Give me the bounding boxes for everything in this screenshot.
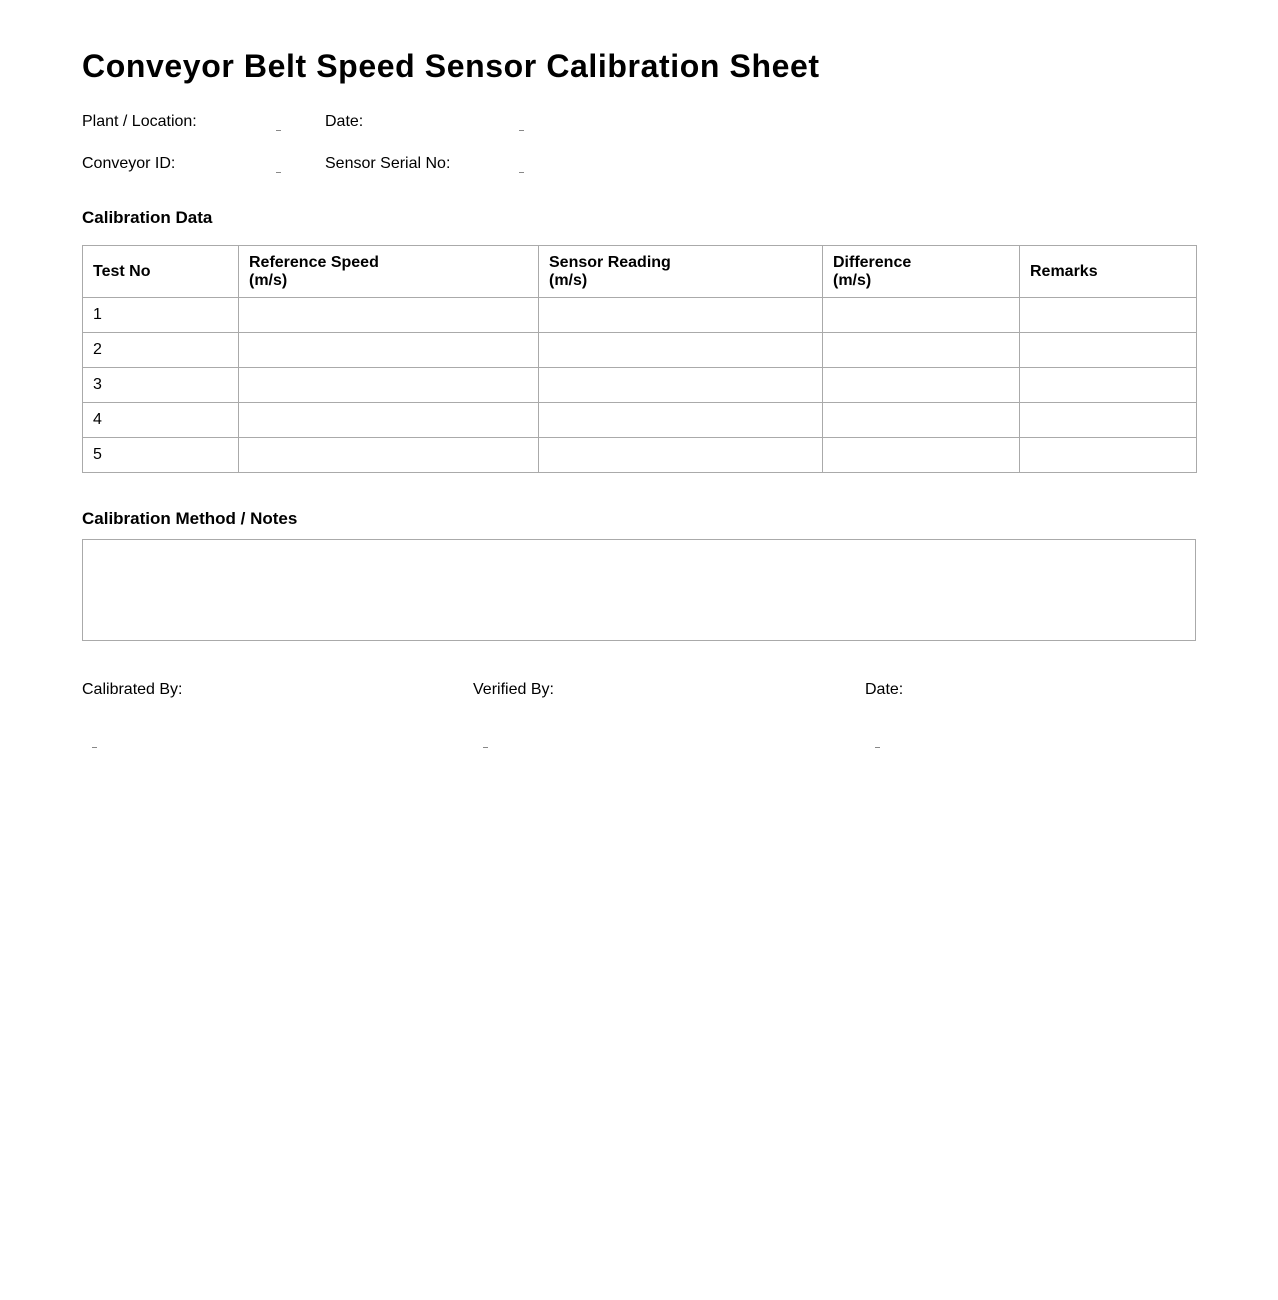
page-title: Conveyor Belt Speed Sensor Calibration Sheet (82, 48, 820, 84)
column-header-difference: Difference (m/s) (823, 246, 1020, 298)
date-label: Date: (325, 113, 364, 130)
table-row (83, 403, 1197, 438)
plant-location-label: Plant / Location: (82, 113, 197, 130)
column-header-remarks: Remarks (1020, 246, 1197, 298)
verified-by-label: Verified By: (473, 681, 554, 698)
difference-cell[interactable] (823, 368, 1020, 403)
reference-speed-cell[interactable] (239, 438, 539, 473)
info-row-1 (82, 113, 682, 133)
signature-date-field[interactable] (875, 747, 880, 748)
plant-location-field[interactable] (276, 130, 281, 131)
reference-speed-cell[interactable] (239, 298, 539, 333)
table-row (83, 298, 1197, 333)
notes-box[interactable] (82, 539, 1196, 641)
conveyor-id-field[interactable] (276, 172, 281, 173)
test-no-cell: 3 (83, 368, 239, 403)
column-header-test-no: Test No (83, 246, 239, 298)
calibrated-by-field[interactable] (92, 747, 97, 748)
table-row (83, 438, 1197, 473)
calibration-data-heading: Calibration Data (82, 208, 213, 227)
info-row-2 (82, 155, 682, 175)
reference-speed-cell[interactable] (239, 403, 539, 438)
remarks-cell[interactable] (1020, 333, 1197, 368)
reference-speed-cell[interactable] (239, 333, 539, 368)
date-field[interactable] (519, 130, 524, 131)
table-row (83, 333, 1197, 368)
verified-by-field[interactable] (483, 747, 488, 748)
sensor-serial-field[interactable] (519, 172, 524, 173)
remarks-cell[interactable] (1020, 368, 1197, 403)
remarks-cell[interactable] (1020, 438, 1197, 473)
signature-date-label: Date: (865, 681, 904, 698)
difference-cell[interactable] (823, 438, 1020, 473)
sensor-serial-label: Sensor Serial No: (325, 155, 451, 172)
difference-cell[interactable] (823, 403, 1020, 438)
reference-speed-cell[interactable] (239, 368, 539, 403)
notes-heading: Calibration Method / Notes (82, 509, 298, 528)
conveyor-id-label: Conveyor ID: (82, 155, 176, 172)
test-no-cell: 5 (83, 438, 239, 473)
difference-cell[interactable] (823, 333, 1020, 368)
test-no-cell: 2 (83, 333, 239, 368)
test-no-cell: 1 (83, 298, 239, 333)
sensor-reading-cell[interactable] (539, 438, 823, 473)
sensor-reading-cell[interactable] (539, 333, 823, 368)
remarks-cell[interactable] (1020, 298, 1197, 333)
column-header-sensor-reading: Sensor Reading (m/s) (539, 246, 823, 298)
table-row (83, 368, 1197, 403)
difference-cell[interactable] (823, 298, 1020, 333)
calibration-data-table (82, 245, 1197, 473)
sensor-reading-cell[interactable] (539, 403, 823, 438)
calibrated-by-label: Calibrated By: (82, 681, 183, 698)
column-header-reference-speed: Reference Speed (m/s) (239, 246, 539, 298)
test-no-cell: 4 (83, 403, 239, 438)
table-header-row (83, 246, 1197, 298)
sensor-reading-cell[interactable] (539, 298, 823, 333)
remarks-cell[interactable] (1020, 403, 1197, 438)
sensor-reading-cell[interactable] (539, 368, 823, 403)
